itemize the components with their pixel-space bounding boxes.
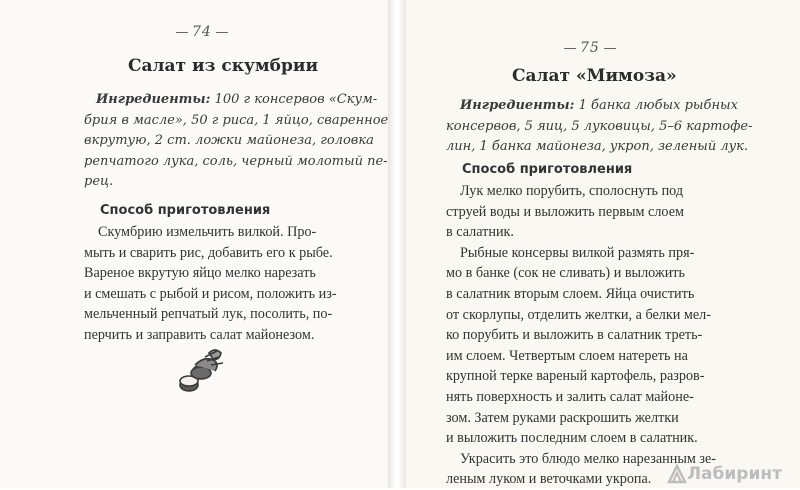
right-page-number-text: 75 [580,40,600,56]
method-line: Лук мелко порубить, сполоснуть под [460,183,684,199]
method-line: нять поверхность и залить салат майоне- [446,388,694,405]
left-method-text [84,222,354,346]
method-line: и выложить последним слоем в салатник. [446,430,698,447]
method-line: мельченный репчатый лук, посолить, по- [84,306,333,323]
left-method-heading: Способ приготовления [100,203,271,218]
left-recipe-title: Салат из скумбрии [128,56,319,76]
method-line: и смешать с рыбой и рисом, положить из- [84,285,337,302]
ingredients-label: Ингредиенты: [96,92,211,107]
page-number-dash [216,32,228,33]
method-line: им слоем. Четвертым слоем натереть на [446,347,688,364]
ingredients-text: 1 банка любых рыбных [574,98,738,113]
dish-illustration-icon [175,343,231,399]
ingredients-line: рец. [84,174,114,189]
method-line: ко порубить и выложить в салатник треть- [446,327,703,344]
left-page-number-text: 74 [192,24,212,40]
method-line: в салатник вторым слоем. Яйца очистить [446,285,695,302]
left-ingredients [84,90,389,193]
ingredients-line: консервов, 5 яиц, 5 луковицы, 5–6 картофе- [446,118,753,134]
method-line: зом. Затем руками раскрошить желтки [446,409,679,426]
left-page [0,0,388,488]
left-page-number [172,24,232,40]
ingredients-line: вкрутую, 2 ст. ложки майонеза, головка [84,133,374,148]
right-ingredients [446,96,760,158]
right-page [406,0,800,488]
ingredients-line [96,90,378,111]
labirint-logo-icon [667,464,687,484]
right-recipe-title: Салат «Мимоза» [512,66,677,86]
ingredients-label: Ингредиенты: [460,98,575,113]
method-line: мо в банке (сок не сливать) и выложить [446,265,685,282]
method-line: Украсить это блюдо мелко нарезанным зе- [460,450,717,467]
ingredients-line [460,96,760,117]
method-line: в салатник. [446,224,514,241]
method-line: Скумбрию измельчить вилкой. Про- [98,224,317,240]
page-number-dash [176,32,188,33]
right-method-text [446,181,751,490]
book-gutter [388,0,406,488]
ingredients-line: брия в масле», 50 г риса, 1 яйцо, сваренное [84,112,389,128]
page-number-dash [564,48,576,49]
labirint-watermark [667,464,782,484]
method-line: от скорлупы, отделить желтки, а белки мел- [446,306,711,323]
method-line: струей воды и выложить первым слоем [446,203,684,220]
method-line: крупной терке вареный картофель, разров- [446,368,705,385]
method-line: мыть и сварить рис, добавить его к рыбе. [84,244,333,261]
right-page-number [560,40,620,56]
method-line: перчить и заправить салат майонезом. [84,326,315,343]
ingredients-line: лин, 1 банка майонеза, укроп, зеленый лук. [446,139,749,154]
right-method-heading: Способ приготовления [462,162,633,177]
ingredients-text: 100 г консервов «Скум- [210,92,378,107]
method-line: леным луком и веточками укропа. [446,471,652,488]
method-line: Вареное вкрутую яйцо мелко нарезать [84,265,316,282]
watermark-text: Лабиринт [686,464,782,484]
method-line: Рыбные консервы вилкой размять пря- [460,244,695,261]
ingredients-line: репчатого лука, соль, черный молотый пе- [84,153,388,169]
page-number-dash [604,48,616,49]
